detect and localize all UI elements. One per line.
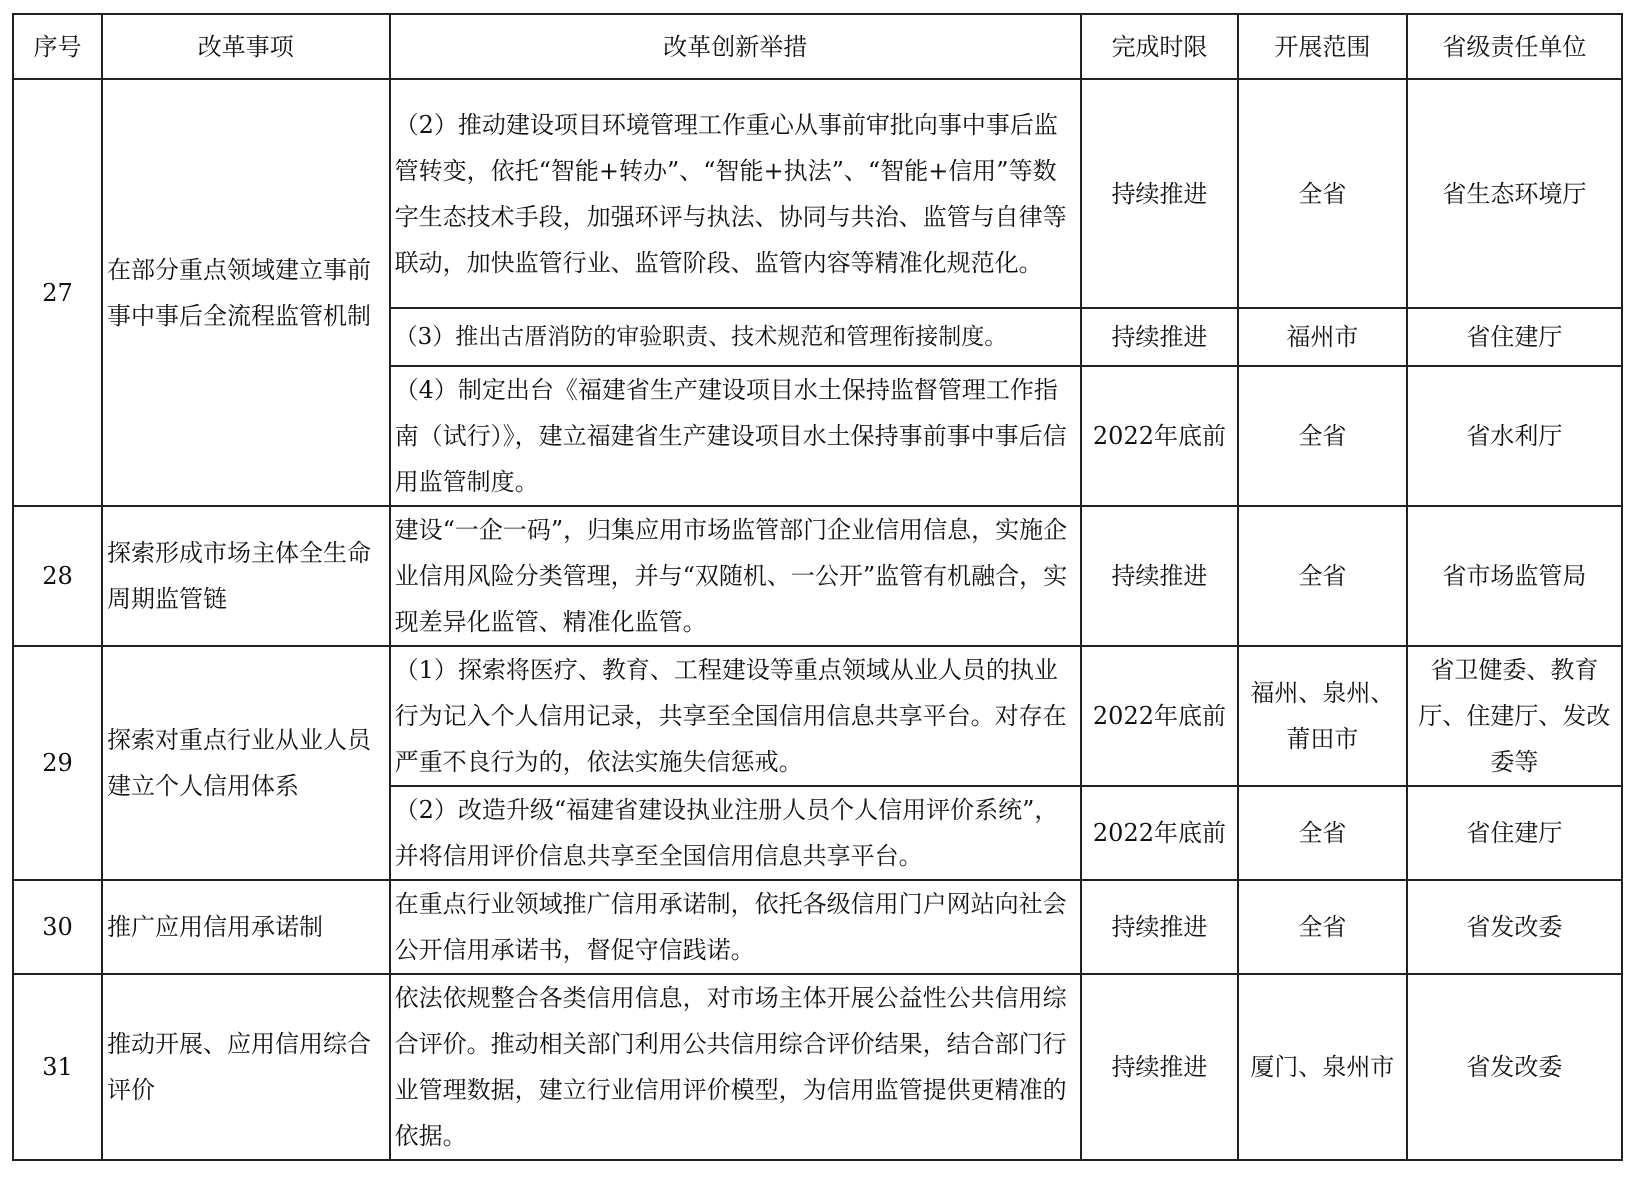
header-row: [13, 14, 1622, 79]
header-unit: 省级责任单位: [1407, 14, 1622, 79]
table-row: [13, 79, 1622, 308]
row-item: 探索形成市场主体全生命周期监管链: [102, 506, 390, 646]
row-measure: 建设“一企一码”，归集应用市场监管部门企业信用信息，实施企业信用风险分类管理，并与“双随机、一公开”监管有机融合，实现差异化监管、精准化监管。: [390, 506, 1081, 646]
row-measure: （1）探索将医疗、教育、工程建设等重点领域从业人员的执业行为记入个人信用记录，共享至全国信用信息共享平台。对存在严重不良行为的，依法实施失信惩戒。: [390, 646, 1081, 786]
table-row: [13, 506, 1622, 646]
header-scope: 开展范围: [1238, 14, 1407, 79]
row-deadline: 持续推进: [1081, 79, 1238, 308]
row-measure: （3）推出古厝消防的审验职责、技术规范和管理衔接制度。: [390, 308, 1081, 366]
table-row: [13, 880, 1622, 974]
row-scope: 全省: [1238, 506, 1407, 646]
row-scope: 全省: [1238, 786, 1407, 880]
row-scope: 福州市: [1238, 308, 1407, 366]
row-unit: 省发改委: [1407, 880, 1622, 974]
row-unit: 省市场监管局: [1407, 506, 1622, 646]
header-no: 序号: [13, 14, 102, 79]
row-unit: 省住建厅: [1407, 308, 1622, 366]
table-row: [13, 974, 1622, 1160]
header-deadline: 完成时限: [1081, 14, 1238, 79]
row-unit: 省生态环境厅: [1407, 79, 1622, 308]
table-row: [13, 646, 1622, 786]
row-unit: 省卫健委、教育厅、住建厅、发改委等: [1407, 646, 1622, 786]
row-unit: 省水利厅: [1407, 366, 1622, 506]
row-measure: （2）改造升级“福建省建设执业注册人员个人信用评价系统”，并将信用评价信息共享至全国信用信息共享平台。: [390, 786, 1081, 880]
row-deadline: 持续推进: [1081, 308, 1238, 366]
table-header: [13, 14, 1622, 79]
row-measure: 在重点行业领域推广信用承诺制，依托各级信用门户网站向社会公开信用承诺书，督促守信践诺。: [390, 880, 1081, 974]
row-deadline: 持续推进: [1081, 974, 1238, 1160]
row-scope: 厦门、泉州市: [1238, 974, 1407, 1160]
table-body: [13, 79, 1622, 1160]
row-scope: 福州、泉州、莆田市: [1238, 646, 1407, 786]
row-unit: 省住建厅: [1407, 786, 1622, 880]
row-measure: （4）制定出台《福建省生产建设项目水土保持监督管理工作指南（试行）》，建立福建省生产建设项目水土保持事前事中事后信用监管制度。: [390, 366, 1081, 506]
row-item: 推动开展、应用信用综合评价: [102, 974, 390, 1160]
row-deadline: 持续推进: [1081, 880, 1238, 974]
row-no: 27: [13, 79, 102, 506]
row-no: 30: [13, 880, 102, 974]
row-item: 在部分重点领域建立事前事中事后全流程监管机制: [102, 79, 390, 506]
row-deadline: 2022年底前: [1081, 366, 1238, 506]
row-deadline: 2022年底前: [1081, 786, 1238, 880]
row-scope: 全省: [1238, 880, 1407, 974]
row-item: 推广应用信用承诺制: [102, 880, 390, 974]
header-measure: 改革创新举措: [390, 14, 1081, 79]
row-measure: 依法依规整合各类信用信息，对市场主体开展公益性公共信用综合评价。推动相关部门利用公共信用综合评价结果，结合部门行业管理数据，建立行业信用评价模型，为信用监管提供更精准的依据。: [390, 974, 1081, 1160]
row-measure: （2）推动建设项目环境管理工作重心从事前审批向事中事后监管转变，依托“智能+转办”、“智能+执法”、“智能+信用”等数字生态技术手段，加强环评与执法、协同与共治、监管与自律等联动，加快监管行业、监管阶段、监管内容等精准化规范化。: [390, 79, 1081, 308]
row-no: 29: [13, 646, 102, 880]
row-deadline: 2022年底前: [1081, 646, 1238, 786]
row-no: 31: [13, 974, 102, 1160]
row-scope: 全省: [1238, 366, 1407, 506]
row-no: 28: [13, 506, 102, 646]
row-scope: 全省: [1238, 79, 1407, 308]
header-item: 改革事项: [102, 14, 390, 79]
reform-measures-table: [12, 13, 1623, 1161]
row-item: 探索对重点行业从业人员建立个人信用体系: [102, 646, 390, 880]
row-unit: 省发改委: [1407, 974, 1622, 1160]
row-deadline: 持续推进: [1081, 506, 1238, 646]
